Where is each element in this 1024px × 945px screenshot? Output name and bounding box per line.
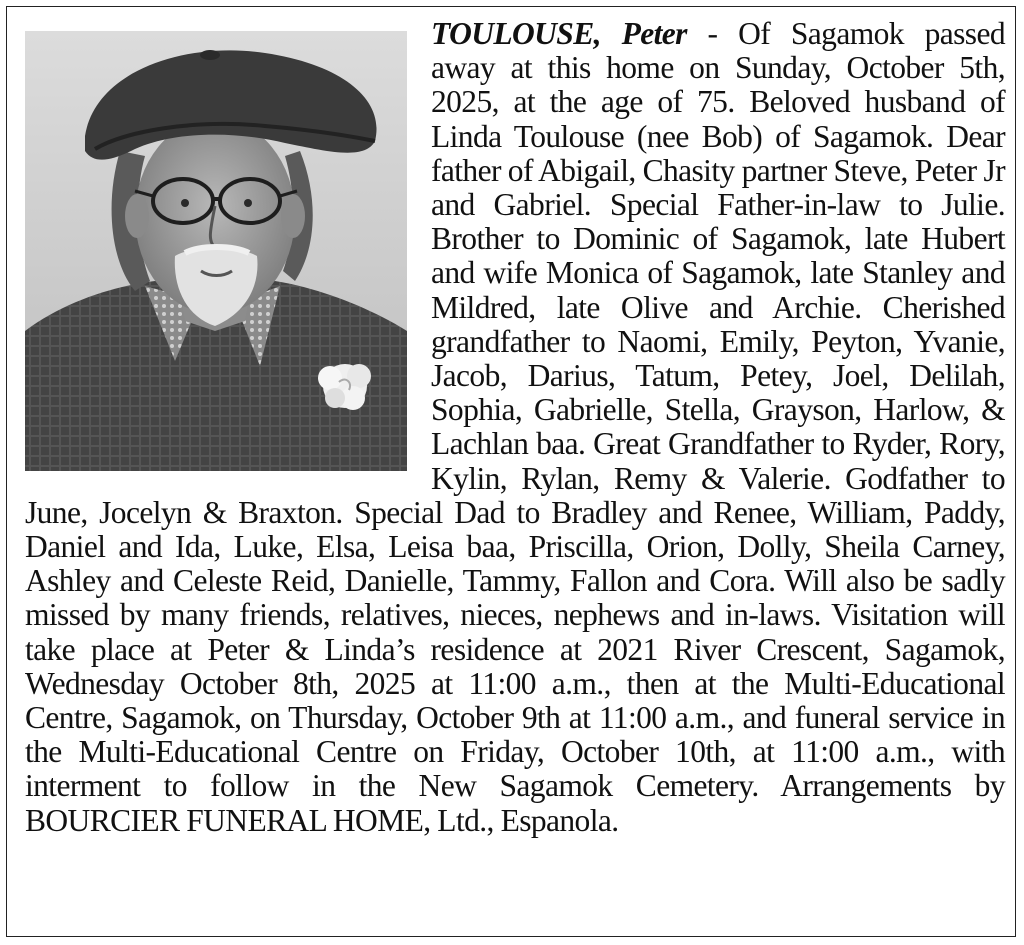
obituary-body: Of Sagamok passed away at this home on Sunday, October 5th, 2025, at the age of 75. Beloved husband of Linda Toulouse (nee Bob) of Sagamok. Dear father of Abigail, Chasity partner Steve, Peter Jr and Gabriel. Special Father-in-law to Julie. Brother to Dominic of Sagamok, late Hubert and wife Monica of Sagamok, late Stanley and Mildred, late Olive and Archie. Cherished grandfather to Naomi, Emily, Peyton, Yvanie, Jacob, Darius, Tatum, Petey, Joel, Delilah, Sophia, Gabrielle, Stella, Grayson, Harlow, & Lachlan baa. Great Grandfather to Ryder, Rory, Kylin, Rylan, Remy & Valerie. Godfather to June, Jocelyn & Braxton. Special Dad to Bradley and Renee, William, Paddy, Daniel and Ida, Luke, Elsa, Leisa baa, Priscilla, Orion, Dolly, Sheila Carney, Ashley and Celeste Reid, Danielle, Tammy, Fallon and Cora. Will also be sadly missed by many friends, relatives, nieces, nephews and in-laws. Visitation will take place at Peter & Linda’s residence at 2021 River Crescent, Sagamok, Wednesday October 8th, 2025 at 11:00 a.m., then at the Multi-Educational Centre, Sagamok, on Thursday, October 9th at 11:00 a.m., and funeral service in the Multi-Educational Centre on Friday, October 10th, at 11:00 a.m., with interment to follow in the New Sagamok Cemetery. Arrangements by BOURCIER FUNERAL HOME, Ltd., Espanola. — [25, 16, 1005, 838]
portrait-photo — [25, 31, 407, 471]
deceased-name: TOULOUSE, Peter — [431, 16, 687, 51]
obituary-frame — [6, 6, 1016, 937]
obituary-text-block — [25, 17, 1005, 838]
portrait-illustration — [25, 31, 407, 471]
name-separator: - — [686, 16, 739, 51]
